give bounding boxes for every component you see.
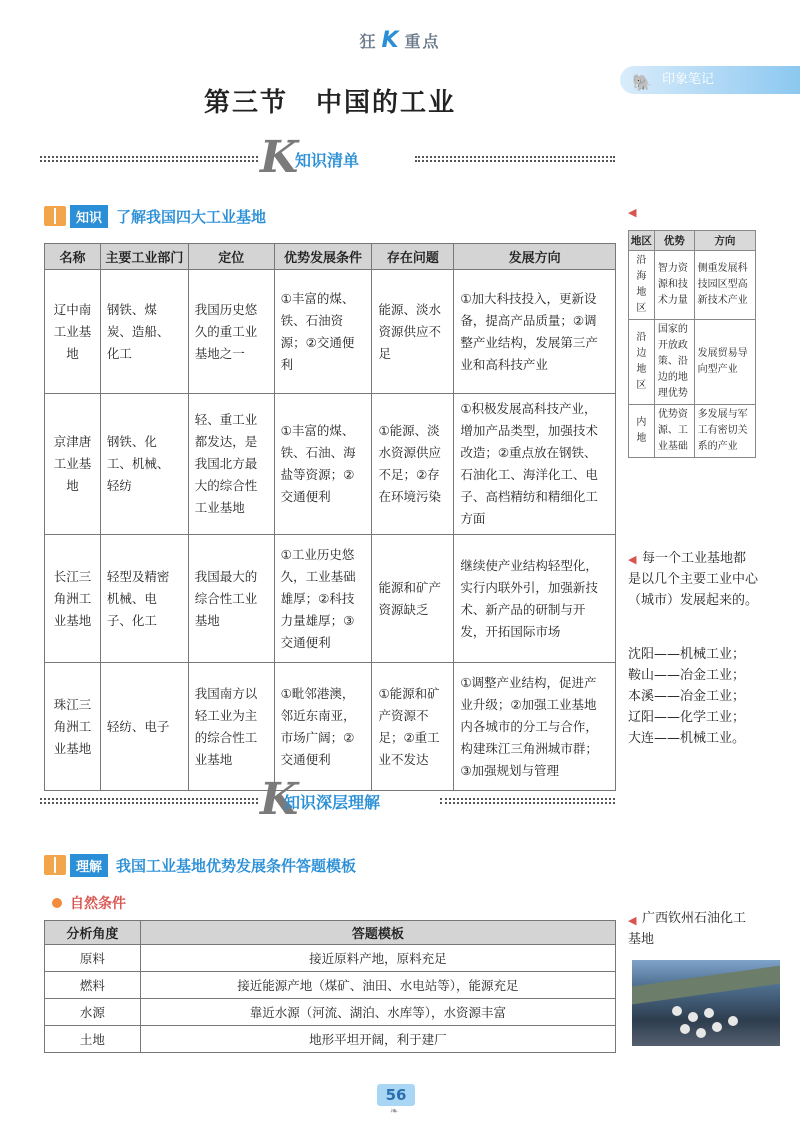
divider-knowledge-list xyxy=(40,132,615,184)
template: 地形平坦开阔，利于建厂 xyxy=(140,1026,615,1053)
bullet-dot-icon xyxy=(52,898,62,908)
shoreline xyxy=(632,966,780,1005)
list-item: 鞍山——冶金工业； xyxy=(628,668,746,683)
knowledge-heading: 了解我国四大工业基地 xyxy=(116,207,267,226)
base-name: 长江三角洲工业基地 xyxy=(45,535,101,663)
region: 内地 xyxy=(629,405,655,458)
cell-problems: ①能源和矿产资源不足；②重工业不发达 xyxy=(372,663,454,791)
cell-position: 轻、重工业都发达，是我国北方最大的综合性工业基地 xyxy=(188,394,274,535)
page-title: 第三节 中国的工业 xyxy=(203,88,456,118)
direction: 侧重发展科技园区型高新技术产业 xyxy=(694,251,755,320)
template: 接近能源产地（煤矿、油田、水电站等），能源充足 xyxy=(140,972,615,999)
table-row xyxy=(45,535,616,663)
answer-template-table xyxy=(44,920,616,1053)
col-header: 发展方向 xyxy=(454,244,616,270)
table-row xyxy=(629,320,756,405)
storage-tank xyxy=(680,1024,690,1034)
cell-direction: ①调整产业结构，促进产业升级；②加强工业基地内各城市的分工与合作，构建珠江三角洲城市群；③加强规划与管理 xyxy=(454,663,616,791)
col-header: 存在问题 xyxy=(372,244,454,270)
storage-tank xyxy=(688,1012,698,1022)
col-header: 优势 xyxy=(654,231,694,251)
divider-deep-understanding xyxy=(40,774,615,826)
natural-conditions-label: 自然条件 xyxy=(70,896,126,912)
understand-tag xyxy=(44,854,356,876)
direction: 多发展与军工有密切关系的产业 xyxy=(694,405,755,458)
cell-advantages: ①丰富的煤、铁、石油资源；②交通便利 xyxy=(274,270,372,394)
divider-label: 知识深层理解 xyxy=(284,793,381,812)
angle: 土地 xyxy=(45,1026,141,1053)
cell-industries: 钢铁、煤炭、造船、化工 xyxy=(100,270,188,394)
knowledge-badge: 知识 xyxy=(70,205,108,228)
cell-problems: 能源、淡水资源供应不足 xyxy=(372,270,454,394)
table-header-row xyxy=(629,231,756,251)
brand-left: 狂 xyxy=(359,32,378,51)
table-row xyxy=(45,999,616,1026)
cell-direction: ①积极发展高科技产业，增加产品类型，加强技术改造；②重点放在钢铁、石油化工、海洋化工、电子、高档精纺和精细化工方面 xyxy=(454,394,616,535)
natural-conditions-heading xyxy=(52,893,126,913)
page-ornament-icon: ❧ xyxy=(390,1106,399,1117)
cell-industries: 钢铁、化工、机械、轻纺 xyxy=(100,394,188,535)
table-row xyxy=(45,972,616,999)
advantage: 智力资源和技术力量 xyxy=(654,251,694,320)
angle: 燃料 xyxy=(45,972,141,999)
book-icon xyxy=(44,855,66,875)
col-header: 名称 xyxy=(45,244,101,270)
base-name: 京津唐工业基地 xyxy=(45,394,101,535)
cell-direction: ①加大科技投入，更新设备，提高产品质量；②调整产业结构，发展第三产业和高科技产业 xyxy=(454,270,616,394)
col-header: 答题模板 xyxy=(140,921,615,945)
divider-label: 知识清单 xyxy=(295,151,360,170)
table-row xyxy=(629,251,756,320)
industrial-bases-table xyxy=(44,243,616,791)
table-row xyxy=(45,945,616,972)
left-arrow-icon: ◀ xyxy=(628,553,637,566)
table-header-row xyxy=(45,244,616,270)
dotted-line xyxy=(440,798,615,804)
col-header: 主要工业部门 xyxy=(100,244,188,270)
table-row xyxy=(45,1026,616,1053)
col-header: 地区 xyxy=(629,231,655,251)
region: 沿边地区 xyxy=(629,320,655,405)
cell-industries: 轻型及精密机械、电子、化工 xyxy=(100,535,188,663)
left-arrow-icon: ◀ xyxy=(628,914,637,927)
dotted-line xyxy=(40,156,258,162)
template: 靠近水源（河流、湖泊、水库等），水资源丰富 xyxy=(140,999,615,1026)
col-header: 方向 xyxy=(694,231,755,251)
regional-strategy-table xyxy=(628,230,756,458)
col-header: 优势发展条件 xyxy=(274,244,372,270)
list-item: 沈阳——机械工业； xyxy=(628,647,746,662)
advantage: 国家的开放政策、沿边的地理优势 xyxy=(654,320,694,405)
photo-caption: 广西钦州石油化工基地 xyxy=(628,911,747,947)
note-tab-label: 印象笔记 xyxy=(662,72,715,87)
cell-advantages: ①毗邻港澳，邻近东南亚，市场广阔；②交通便利 xyxy=(274,663,372,791)
table-row xyxy=(629,405,756,458)
brand-k-logo: K xyxy=(381,28,401,53)
cell-position: 我国历史悠久的重工业基地之一 xyxy=(188,270,274,394)
table-row xyxy=(45,270,616,394)
storage-tank xyxy=(728,1016,738,1026)
base-name: 辽中南工业基地 xyxy=(45,270,101,394)
side-note-list xyxy=(628,644,778,749)
dotted-line xyxy=(40,798,258,804)
cell-problems: ①能源、淡水资源供应不足；②存在环境污染 xyxy=(372,394,454,535)
header-brand xyxy=(0,28,800,53)
left-arrow-icon: ◀ xyxy=(628,206,637,219)
cell-advantages: ①工业历史悠久，工业基础雄厚；②科技力量雄厚；③交通便利 xyxy=(274,535,372,663)
storage-tank xyxy=(712,1022,722,1032)
k-logo-icon: K xyxy=(260,774,299,825)
angle: 原料 xyxy=(45,945,141,972)
advantage: 优势资源、工业基础 xyxy=(654,405,694,458)
knowledge-tag xyxy=(44,205,266,227)
table-row xyxy=(45,394,616,535)
book-icon xyxy=(44,206,66,226)
angle: 水源 xyxy=(45,999,141,1026)
col-header: 定位 xyxy=(188,244,274,270)
direction: 发展贸易导向型产业 xyxy=(694,320,755,405)
storage-tank xyxy=(672,1006,682,1016)
brand-right: 重点 xyxy=(404,32,441,51)
cell-problems: 能源和矿产资源缺乏 xyxy=(372,535,454,663)
cell-position: 我国最大的综合性工业基地 xyxy=(188,535,274,663)
petrochemical-base-photo xyxy=(632,960,780,1046)
template: 接近原料产地，原料充足 xyxy=(140,945,615,972)
cell-advantages: ①丰富的煤、铁、石油、海盐等资源；②交通便利 xyxy=(274,394,372,535)
understand-heading: 我国工业基地优势发展条件答题模板 xyxy=(116,856,357,875)
side-note-intro: 每一个工业基地都是以几个主要工业中心（城市）发展起来的。 xyxy=(628,551,759,608)
list-item: 辽阳——化学工业； xyxy=(628,710,746,725)
list-item: 本溪——冶金工业； xyxy=(628,689,746,704)
page-number: 56 xyxy=(377,1084,415,1106)
elephant-icon: 🐘 xyxy=(632,73,652,92)
cell-industries: 轻纺、电子 xyxy=(100,663,188,791)
dotted-line xyxy=(415,156,615,162)
list-item: 大连——机械工业。 xyxy=(628,731,746,746)
k-logo-icon: K xyxy=(260,132,299,183)
understand-badge: 理解 xyxy=(70,854,108,877)
table-header-row xyxy=(45,921,616,945)
base-name: 珠江三角洲工业基地 xyxy=(45,663,101,791)
storage-tank xyxy=(696,1028,706,1038)
cell-direction: 继续使产业结构轻型化，实行内联外引，加强新技术、新产品的研制与开发，开拓国际市场 xyxy=(454,535,616,663)
cell-position: 我国南方以轻工业为主的综合性工业基地 xyxy=(188,663,274,791)
storage-tank xyxy=(704,1008,714,1018)
col-header: 分析角度 xyxy=(45,921,141,945)
table-row xyxy=(45,663,616,791)
region: 沿海地区 xyxy=(629,251,655,320)
